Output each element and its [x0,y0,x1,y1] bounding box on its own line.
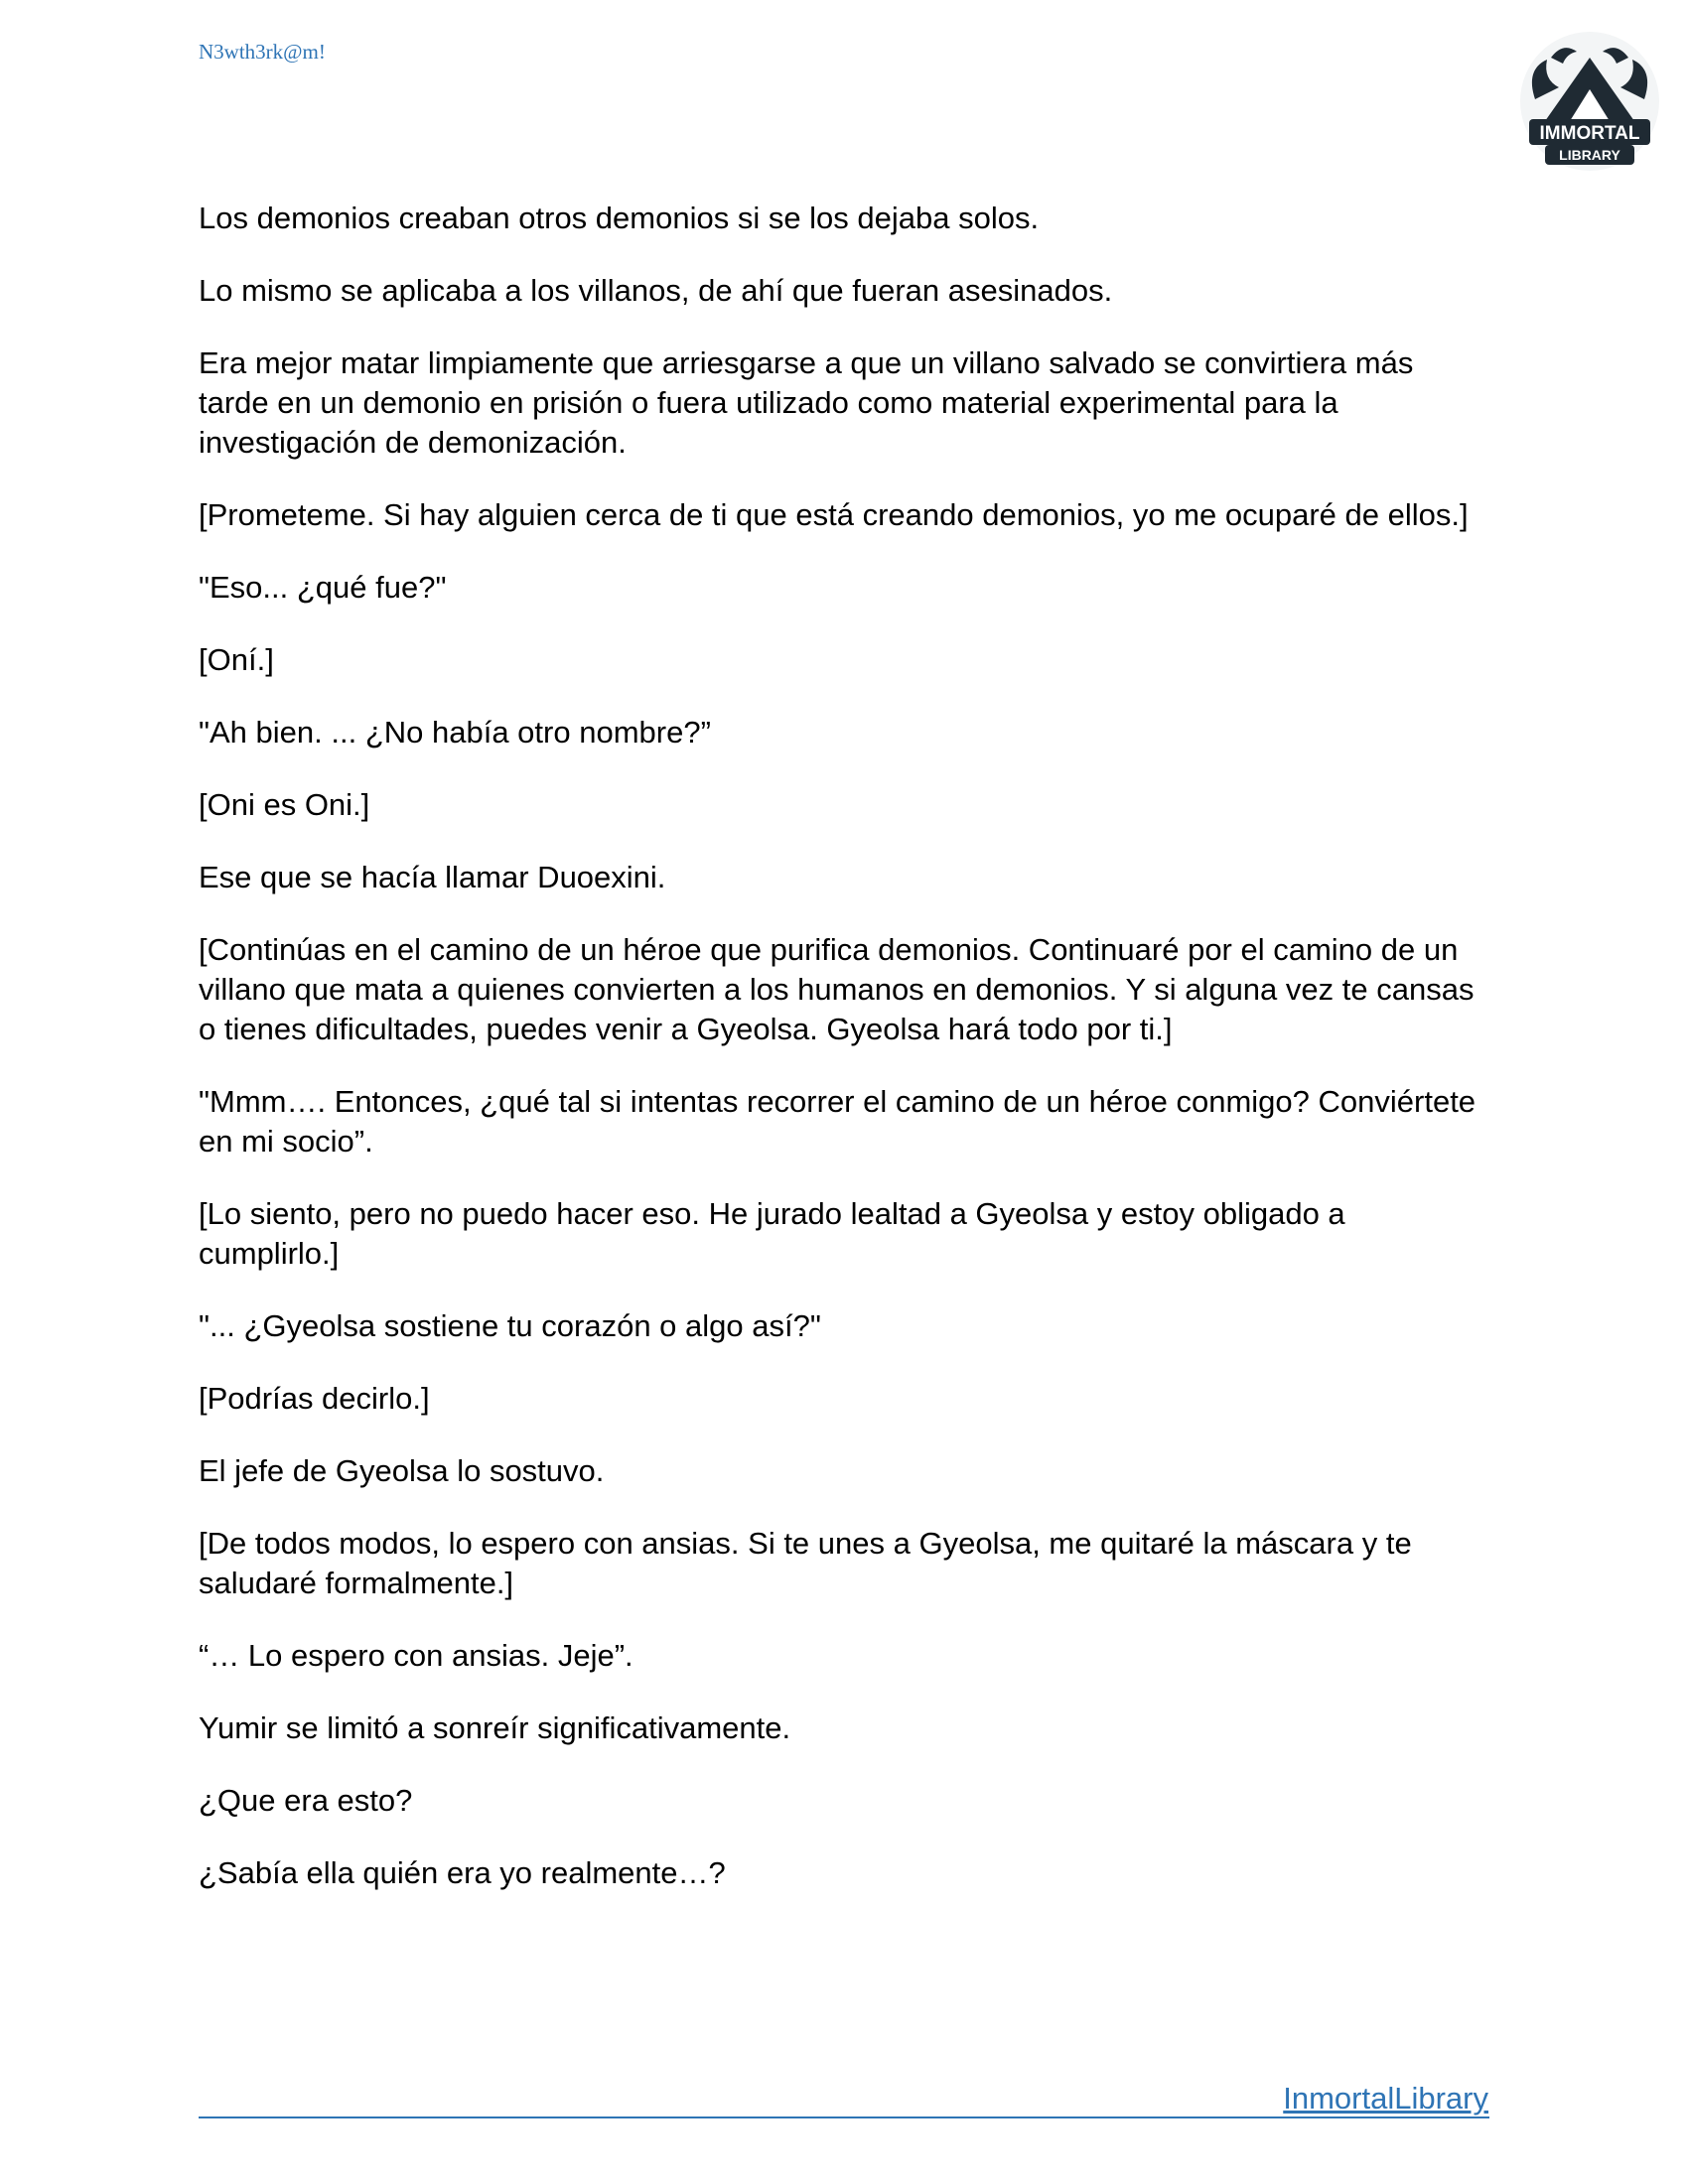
paragraph: Lo mismo se aplicaba a los villanos, de ahí que fueran asesinados. [199,273,1113,308]
paragraph: "Mmm…. Entonces, ¿qué tal si intentas recorrer el camino de un héroe conmigo? Conviértete en mi socio”. [199,1084,1477,1159]
paragraph: Los demonios creaban otros demonios si se los dejaba solos. [199,201,1040,235]
paragraph: [Lo siento, pero no puedo hacer eso. He jurado lealtad a Gyeolsa y estoy obligado a cumplirlo.] [199,1196,1345,1271]
paragraph: El jefe de Gyeolsa lo sostuvo. [199,1453,605,1488]
footer-divider [199,2116,1489,2118]
paragraph: Yumir se limitó a sonreír significativamente. [199,1710,791,1745]
paragraph: [Oni es Oni.] [199,787,370,822]
paragraph: Ese que se hacía llamar Duoexini. [199,860,666,894]
logo-text-line2: LIBRARY [1559,147,1620,163]
paragraph: "... ¿Gyeolsa sostiene tu corazón o algo así?" [199,1308,821,1343]
paragraph: ¿Que era esto? [199,1783,413,1818]
paragraph: ¿Sabía ella quién era yo realmente…? [199,1855,726,1890]
paragraph: [Prometeme. Si hay alguien cerca de ti que está creando demonios, yo me ocuparé de ellos.] [199,497,1469,532]
logo-icon [1515,30,1664,177]
document-body [199,199,1489,1926]
paragraph: "Ah bien. ... ¿No había otro nombre?” [199,715,711,750]
paragraph: "Eso... ¿qué fue?" [199,570,447,605]
paragraph: Era mejor matar limpiamente que arriesgarse a que un villano salvado se convirtiera más tarde en un demonio en prisión o fuera utilizado como material experimental para la investigación de demonización. [199,345,1414,460]
paragraph: [Continúas en el camino de un héroe que purifica demonios. Continuaré por el camino de un villano que mata a quienes convierten a los humanos en demonios. Y si alguna vez te cansas o tienes dificultades, puedes venir a Gyeolsa. Gyeolsa hará todo por ti.] [199,932,1475,1046]
header-watermark-text: N3wth3rk@m! [199,40,326,64]
immortal-library-logo [1515,30,1664,177]
paragraph: [Oní.] [199,642,274,677]
logo-text-line1: IMMORTAL [1539,123,1640,144]
paragraph: [De todos modos, lo espero con ansias. Si te unes a Gyeolsa, me quitaré la máscara y te saludaré formalmente.] [199,1526,1412,1600]
footer-link[interactable]: InmortalLibrary [1283,2081,1488,2116]
paragraph: [Podrías decirlo.] [199,1381,430,1416]
paragraph: “… Lo espero con ansias. Jeje”. [199,1638,633,1673]
